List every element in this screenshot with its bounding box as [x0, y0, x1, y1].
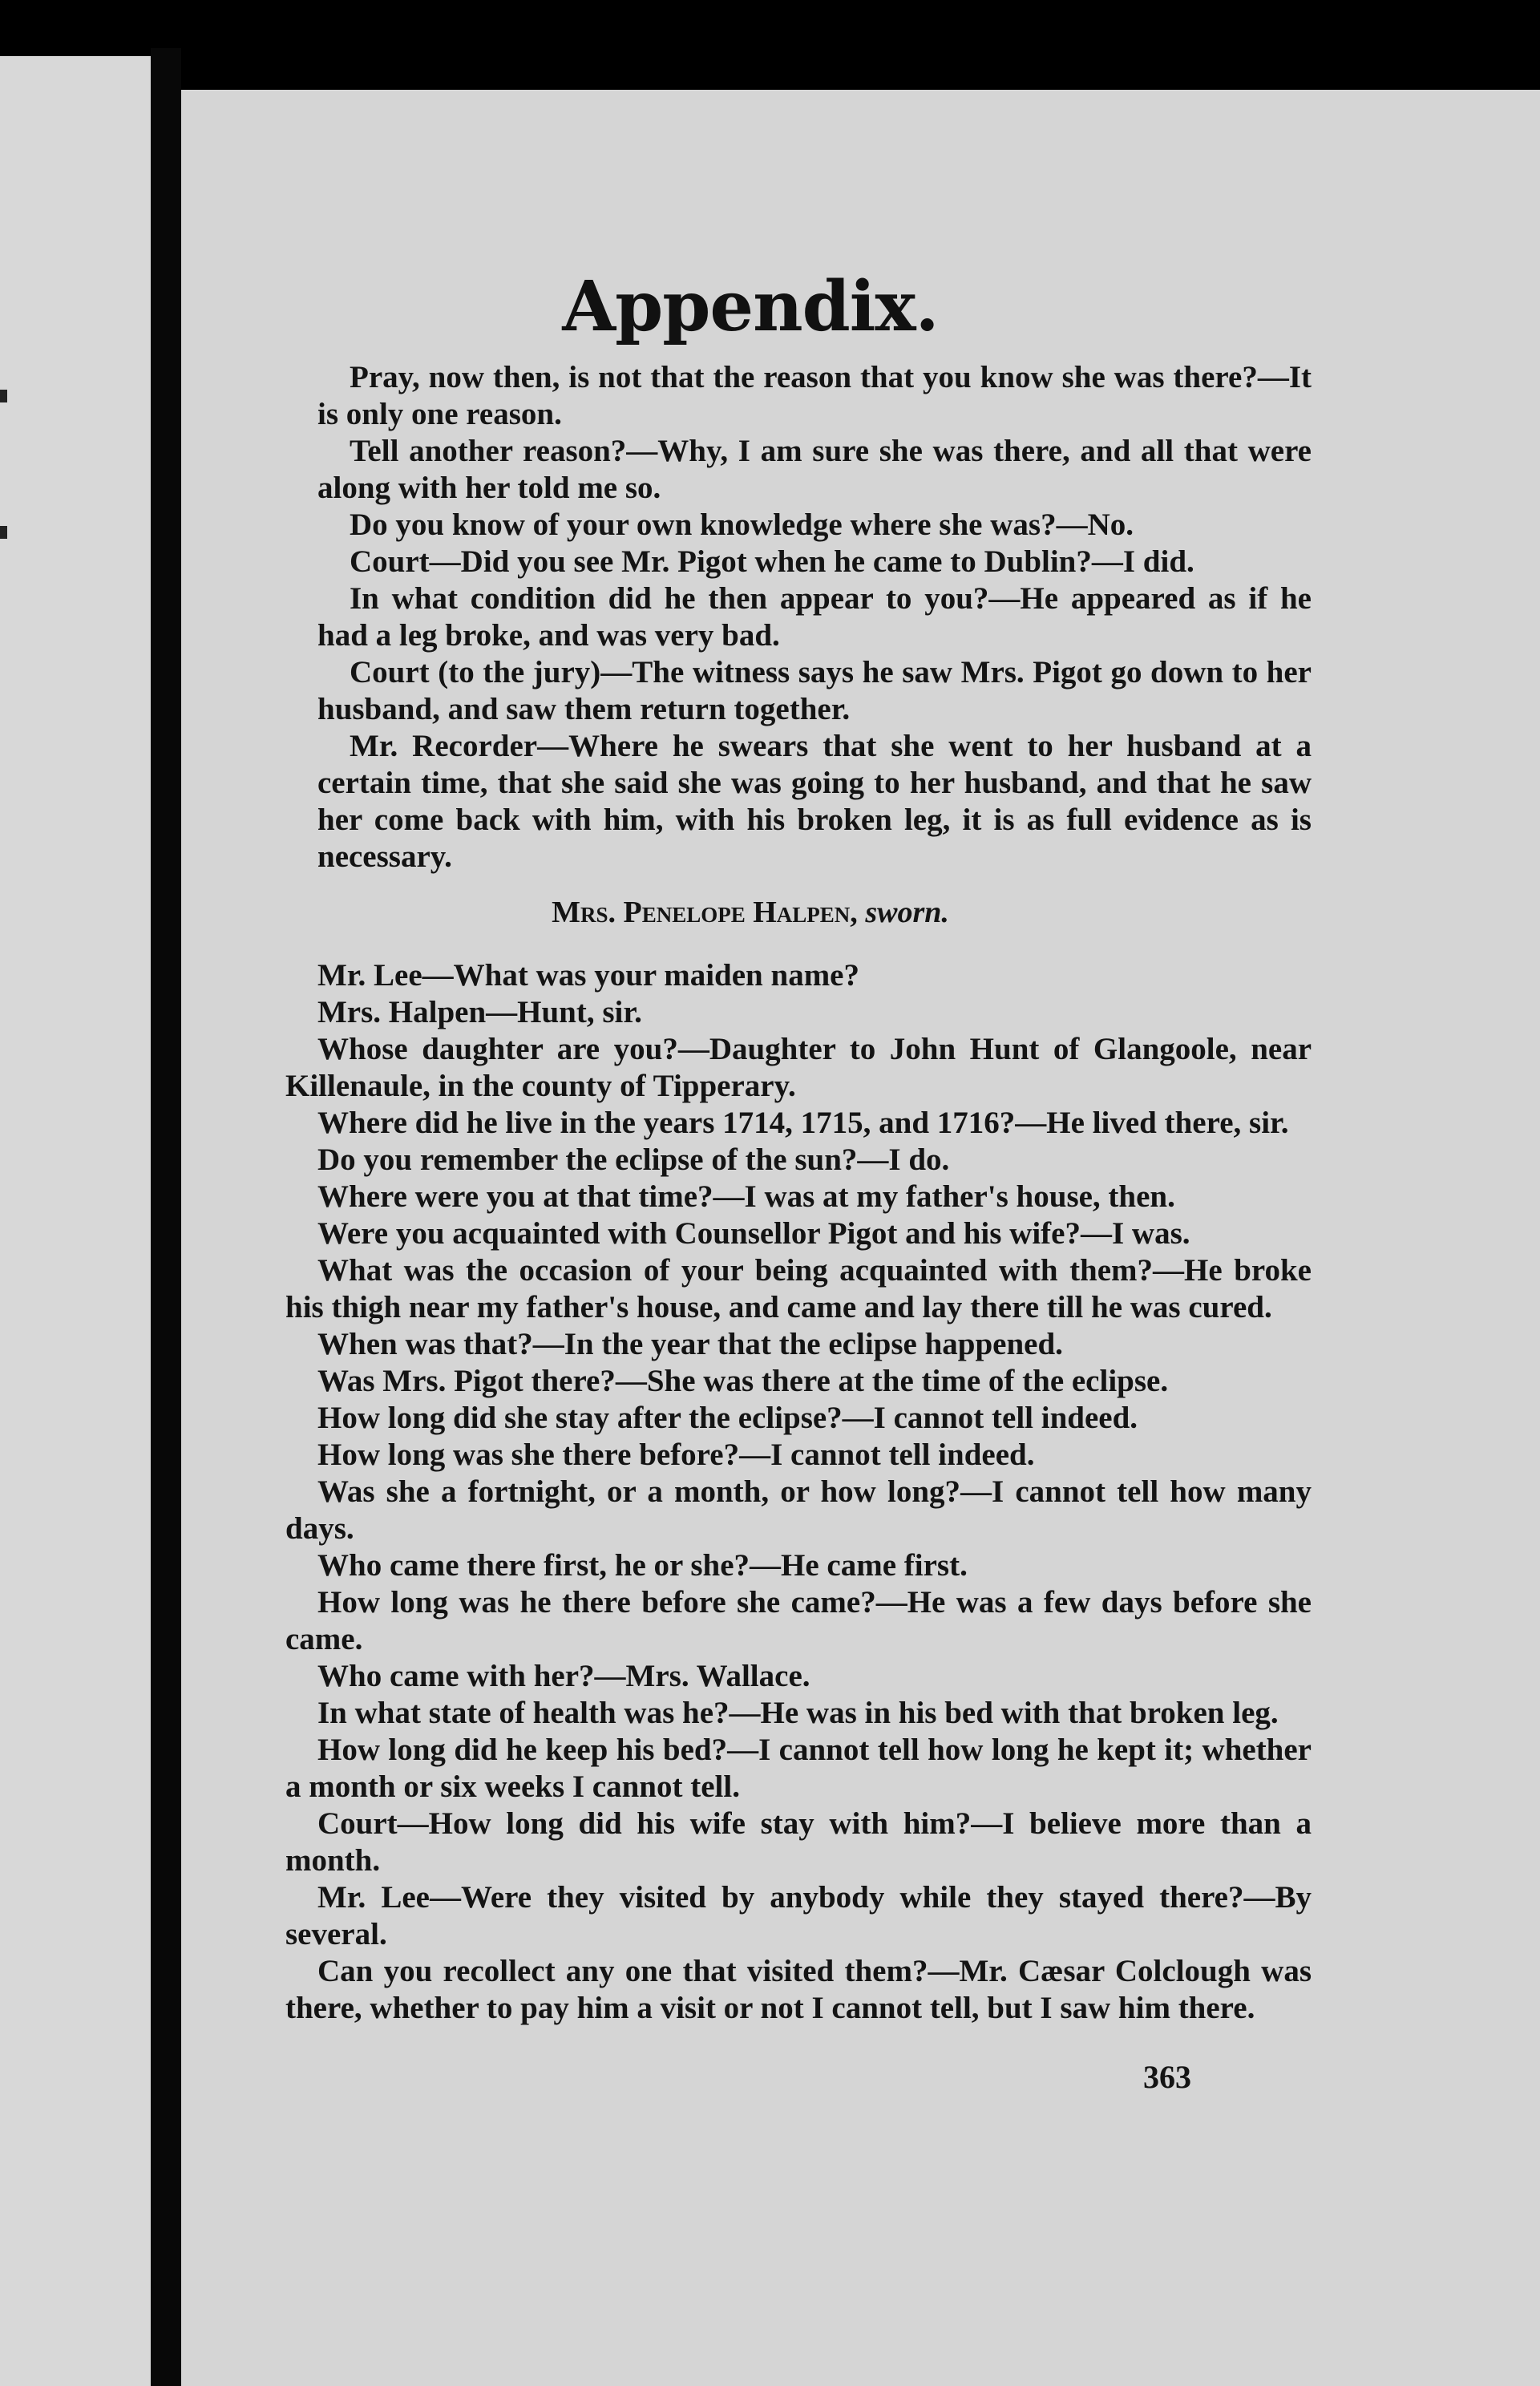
paragraph: Where were you at that time?—I was at my father's house, then.: [317, 1179, 1175, 1214]
paragraph: Do you know of your own knowledge where she was?—No.: [350, 508, 1134, 542]
testimony-section-1: [317, 359, 1312, 876]
book-page: [181, 90, 1540, 2386]
paragraph: Court (to the jury)—The witness says he saw Mrs. Pigot go down to her husband, and saw them return together.: [317, 655, 1312, 726]
page-title: Appendix.: [562, 266, 939, 347]
paragraph: When was that?—In the year that the eclipse happened.: [317, 1327, 1063, 1361]
witness-heading: [181, 895, 1320, 930]
paragraph: Do you remember the eclipse of the sun?—I do.: [317, 1142, 950, 1177]
paragraph: Was she a fortnight, or a month, or how long?—I cannot tell how many days.: [285, 1474, 1312, 1546]
paragraph: Mr. Lee—Were they visited by anybody while they stayed there?—By several.: [285, 1880, 1312, 1951]
paragraph: In what condition did he then appear to you?—He appeared as if he had a leg broke, and was very bad.: [317, 581, 1312, 653]
paragraph: How long was he there before she came?—He was a few days before she came.: [285, 1585, 1312, 1656]
paragraph: What was the occasion of your being acquainted with them?—He broke his thigh near my father's house, and came and lay there till he was cured.: [285, 1253, 1312, 1324]
paragraph: How long did he keep his bed?—I cannot tell how long he kept it; whether a month or six weeks I cannot tell.: [285, 1733, 1312, 1804]
facing-page-edge: [0, 56, 151, 2386]
paragraph: Pray, now then, is not that the reason that you know she was there?—It is only one reason.: [317, 360, 1312, 431]
witness-status: sworn.: [865, 896, 949, 929]
paragraph: Court—Did you see Mr. Pigot when he came to Dublin?—I did.: [350, 544, 1194, 579]
paragraph: Mr. Lee—What was your maiden name?: [317, 958, 859, 993]
paragraph: Was Mrs. Pigot there?—She was there at the time of the eclipse.: [317, 1364, 1169, 1398]
paragraph: Can you recollect any one that visited them?—Mr. Cæsar Colclough was there, whether to pay him a visit or not I cannot tell, but I saw him there.: [285, 1954, 1312, 2025]
paragraph: Court—How long did his wife stay with him?—I believe more than a month.: [285, 1806, 1312, 1878]
book-gutter: [151, 48, 181, 2386]
witness-name: Mrs. Penelope Halpen,: [552, 896, 858, 929]
page-number: 363: [1143, 2059, 1191, 2095]
paragraph: Who came there first, he or she?—He came first.: [317, 1548, 968, 1583]
facing-page-mark: [0, 390, 7, 402]
paragraph: Tell another reason?—Why, I am sure she was there, and all that were along with her told me so.: [317, 434, 1312, 505]
paragraph: Were you acquainted with Counsellor Pigot and his wife?—I was.: [317, 1216, 1190, 1251]
paragraph: Whose daughter are you?—Daughter to John Hunt of Glangoole, near Killenaule, in the county of Tipperary.: [285, 1032, 1312, 1103]
paragraph: How long did she stay after the eclipse?—I cannot tell indeed.: [317, 1401, 1138, 1435]
paragraph: How long was she there before?—I cannot tell indeed.: [317, 1438, 1035, 1472]
paragraph: Mrs. Halpen—Hunt, sir.: [317, 995, 642, 1029]
facing-page-mark: [0, 526, 7, 539]
paragraph: Who came with her?—Mrs. Wallace.: [317, 1659, 810, 1693]
testimony-section-2: [285, 957, 1312, 2027]
paragraph: Mr. Recorder—Where he swears that she went to her husband at a certain time, that she said she was going to her husband, and that he saw her come back with him, with his broken leg, it is as full evidence as is necessary.: [317, 729, 1312, 874]
paragraph: In what state of health was he?—He was in his bed with that broken leg.: [317, 1696, 1279, 1730]
paragraph: Where did he live in the years 1714, 1715, and 1716?—He lived there, sir.: [317, 1106, 1289, 1140]
